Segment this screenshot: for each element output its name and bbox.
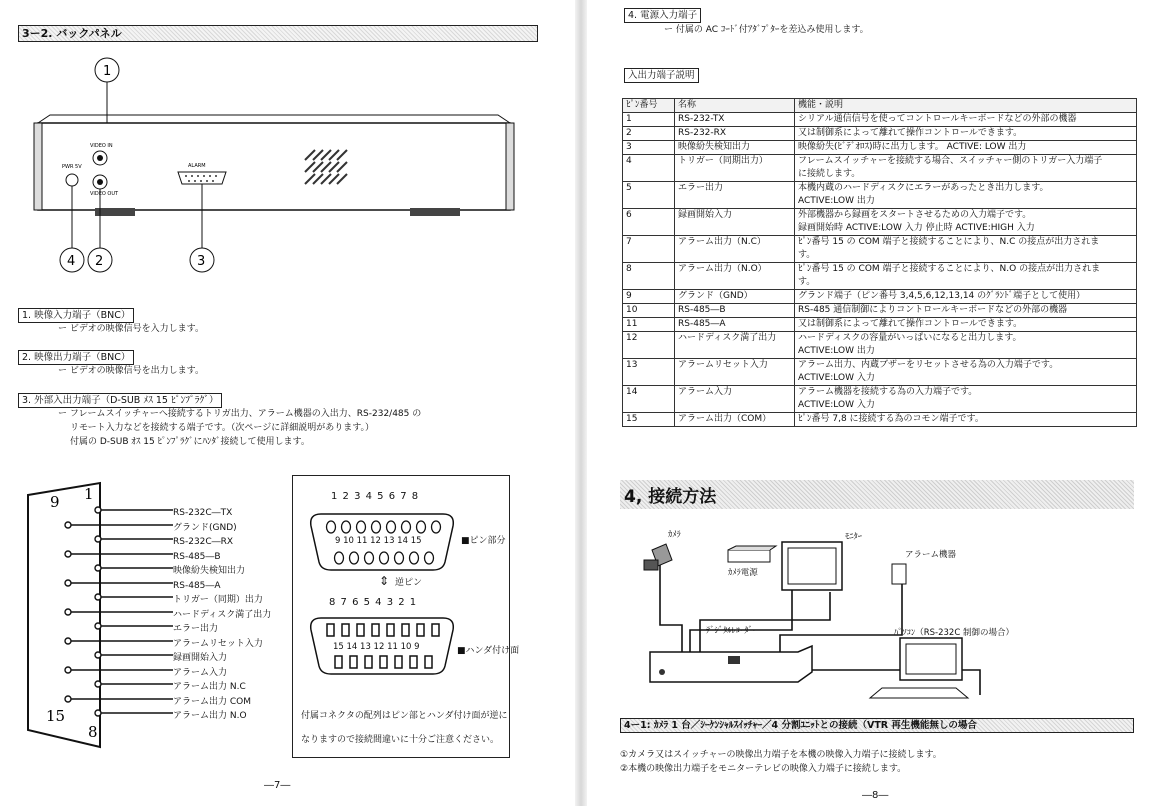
table-row: 5 エラー出力 本機内蔵のハードディスクにエラーがあったとき出力します。 ACTIVE:LOW 出力 (623, 182, 1137, 209)
pin-label: ハードディスク満了出力 (173, 609, 272, 620)
table-row: 2 RS-232-RX 又は制御系によって離れて操作コントロールできます。 (623, 127, 1137, 141)
pin-bottom-numbers: 8 7 6 5 4 3 2 1 (329, 597, 418, 608)
step-2: ②本機の映像出力端子をモニターテレビの映像入力端子に接続します。 (620, 764, 907, 774)
pin-label: アラームリセット入力 (173, 638, 263, 649)
table-row: 11 RS-485―A 又は制御系によって離れて操作コントロールできます。 (623, 318, 1137, 332)
pin-label: アラーム出力 N.C (173, 682, 246, 692)
item-1-text: ー ビデオの映像信号を入力します。 (58, 324, 204, 334)
table-row: 7 アラーム出力（N.C） ﾋﾟﾝ番号 15 の COM 端子と接続することにより、N.C の接点が出力されま す。 (623, 236, 1137, 263)
pin-label: 映像紛失検知出力 (173, 566, 246, 576)
table-row: 4 トリガー（同期出力） フレームスイッチャーを接続する場合、スイッチャー側のトリガー入力端子 に接続します。 (623, 155, 1137, 182)
svg-text:VIDEO IN: VIDEO IN (90, 143, 113, 149)
diagram-pc-label: ﾊﾟｿｺﾝ（RS-232C 制御の場合） (894, 628, 1014, 638)
item-1-title: 1. 映像入力端子（BNC） (18, 308, 134, 323)
power-title: 4. 電源入力端子 (624, 8, 701, 23)
pin-row-numbers-a: 9 10 11 12 13 14 15 (335, 536, 422, 546)
dsub-connector-diagram (20, 475, 175, 760)
pin-label: トリガー（同期）出力 (173, 595, 263, 605)
reverse-arrow-icon: ⇕ (379, 574, 390, 588)
step-1: ①カメラ又はスイッチャーの映像出力端子を本機の映像入力端子に接続します。 (620, 750, 942, 760)
pin-label: グランド(GND) (173, 522, 237, 533)
callout-2: 2 (95, 254, 104, 269)
col-name: 名称 (675, 99, 795, 113)
section-4-title: 4, 接続方法 (620, 480, 1134, 509)
solder-side-label: ■ハンダ付け面 (457, 646, 520, 656)
pin-label: RS-232C―TX (173, 508, 233, 518)
pin-label: アラーム入力 (173, 667, 228, 678)
svg-text:ALARM: ALARM (188, 163, 206, 169)
svg-text:9: 9 (50, 493, 60, 511)
io-title: 入出力端子説明 (624, 68, 699, 83)
section-title-back-panel: 3ー2. バックパネル (18, 25, 538, 42)
item-3-text-2: リモート入力などを接続する端子です。（次ページに詳細説明があります。） (70, 423, 375, 433)
pin-label: アラーム出力 N.O (173, 711, 247, 721)
table-row: 1 RS-232-TX シリアル通信信号を使ってコントロールキーボードなどの外部の機器 (623, 113, 1137, 127)
pin-row-numbers-b: 15 14 13 12 11 10 9 (333, 642, 420, 652)
item-2-text: ー ビデオの映像信号を出力します。 (58, 366, 204, 376)
pin-arrangement-box (292, 475, 520, 758)
pin-label: RS-485―B (173, 551, 221, 562)
table-row: 6 録画開始入力 外部機器から録画をスタートさせるための入力端子です。 録画開始時 ACTIVE:LOW 入力 停止時 ACTIVE:HIGH 入力 (623, 209, 1137, 236)
table-row: 8 アラーム出力（N.O） ﾋﾟﾝ番号 15 の COM 端子と接続することにより、N.O の接点が出力されま す。 (623, 263, 1137, 290)
svg-text:PWR 5V: PWR 5V (62, 164, 82, 170)
pin-label: RS-485―A (173, 580, 221, 591)
table-row: 15 アラーム出力（COM） ﾋﾟﾝ番号 7,8 に接続する為のコモン端子です。 (623, 413, 1137, 427)
page-number-right: ―8― (862, 790, 889, 801)
col-desc: 機能・説明 (795, 99, 1137, 113)
table-row: 14 アラーム入力 アラーム機器を接続する為の入力端子です。 ACTIVE:LOW 入力 (623, 386, 1137, 413)
pin-label: 録画開始入力 (173, 653, 228, 663)
callout-4: 4 (67, 254, 76, 269)
pin-side-label: ■ピン部分 (461, 536, 506, 546)
diagram-camera-label: ｶﾒﾗ (668, 530, 681, 540)
diagram-camera-power-label: ｶﾒﾗ電源 (728, 568, 758, 578)
table-header-row (623, 99, 1137, 113)
diagram-recorder-label: ﾃﾞｼﾞﾀﾙﾚｺｰﾀﾞｰ (706, 626, 758, 636)
svg-text:VIDEO OUT: VIDEO OUT (90, 191, 119, 197)
item-3-title: 3. 外部入出力端子（D-SUB ﾒｽ 15 ﾋﾟﾝﾌﾟﾗｸﾞ） (18, 393, 222, 408)
reverse-label: 逆ピン (395, 578, 423, 588)
diagram-monitor-label: ﾓﾆﾀｰ (845, 532, 863, 542)
item-3-text-3: 付属の D-SUB ｵｽ 15 ﾋﾟﾝﾌﾟﾗｸﾞにﾊﾝﾀﾞ接続して使用します。 (70, 437, 310, 447)
pin-label: RS-232C―RX (173, 537, 234, 547)
callout-1: 1 (103, 64, 112, 79)
subsection-4-1-title: 4ー1: ｶﾒﾗ 1 台／ｼｰｹﾝｼｬﾙｽｲｯﾁｬｰ／4 分割ﾕﾆｯﾄとの接続（VTR 再生機能無しの場合 (620, 718, 1134, 733)
diagram-alarm-label: アラーム機器 (905, 550, 957, 560)
pin-function-table (622, 98, 1137, 427)
svg-text:8: 8 (88, 723, 98, 741)
table-row: 3 映像紛失検知出力 映像紛失(ﾋﾞﾃﾞｵﾛｽ)時に出力します。 ACTIVE: LOW 出力 (623, 141, 1137, 155)
callout-3: 3 (197, 254, 206, 269)
book-gutter (575, 0, 587, 806)
pin-note-2: なりますので接続間違いに十分ご注意ください。 (301, 735, 500, 745)
dsub-pin-list (173, 506, 271, 724)
item-2-title: 2. 映像出力端子（BNC） (18, 350, 134, 365)
pin-top-numbers: 1 2 3 4 5 6 7 8 (331, 491, 420, 502)
table-row: 10 RS-485―B RS-485 通信制御によりコントロールキーボードなどの外部の機器 (623, 304, 1137, 318)
table-row: 9 グランド（GND） グランド端子（ピン番号 3,4,5,6,12,13,14 のｸﾞﾗﾝﾄﾞ端子として使用） (623, 290, 1137, 304)
pin-label: エラー出力 (173, 624, 219, 634)
left-page (0, 0, 575, 806)
item-3-text-1: ー フレームスイッチャーへ接続するトリガ出力、アラーム機器の入出力、RS-232/485 の (58, 409, 422, 419)
pin-note-1: 付属コネクタの配列はピン部とハンダ付け面が逆に (301, 711, 508, 721)
col-pin: ﾋﾟﾝ番号 (623, 99, 675, 113)
pin-label: アラーム出力 COM (173, 696, 251, 707)
table-row: 12 ハードディスク満了出力 ハードディスクの容量がいっぱいになると出力します。 ACTIVE:LOW 出力 (623, 332, 1137, 359)
power-text: ー 付属の AC ｺｰﾄﾞ付ｱﾀﾞﾌﾟﾀｰを差込み使用します。 (664, 25, 869, 35)
page-number-left: ―7― (264, 780, 291, 791)
table-row: 13 アラームリセット入力 アラーム出力、内蔵ブザーをリセットさせる為の入力端子です。 ACTIVE:LOW 入力 (623, 359, 1137, 386)
back-panel-diagram (20, 50, 560, 280)
connection-diagram (620, 520, 1140, 705)
svg-text:1: 1 (84, 485, 94, 503)
svg-text:15: 15 (46, 707, 66, 725)
